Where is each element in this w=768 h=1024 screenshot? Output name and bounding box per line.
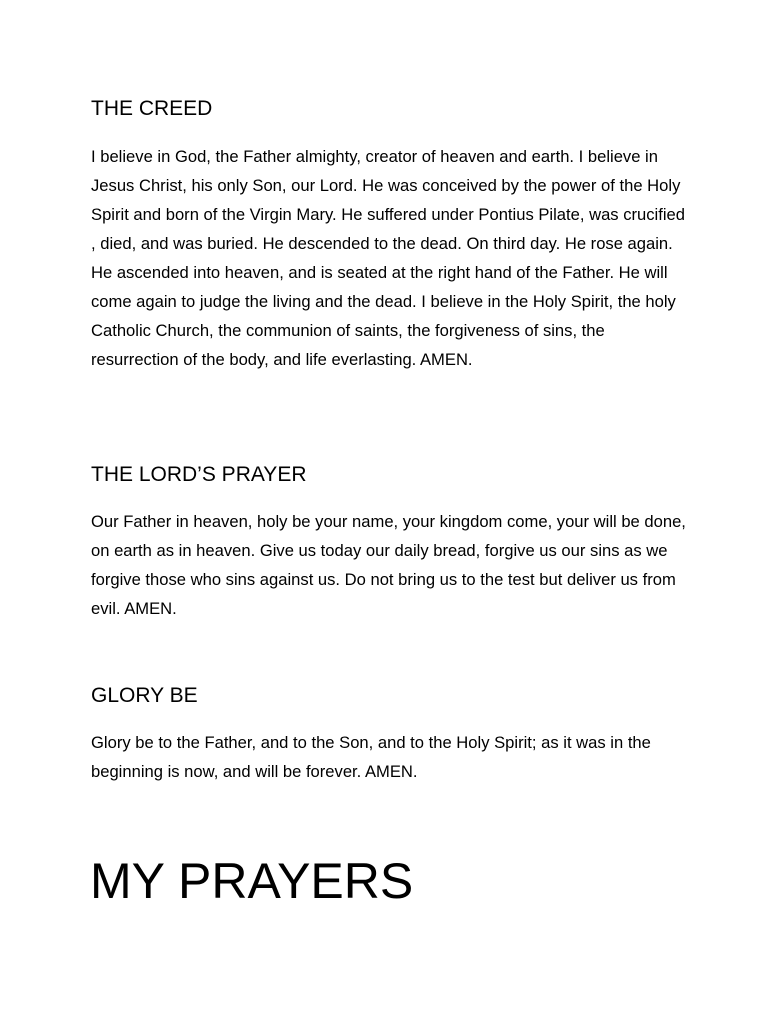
lords-prayer-text: Our Father in heaven, holy be your name, your kingdom come, your will be done, on earth as in heaven. Give us today our daily bread, forgive us our sins as we forgive those who sins against us. Do not bring us to the test but deliver us from evil. AMEN. [91,512,686,618]
my-prayers-heading: MY PRAYERS [90,853,414,909]
lords-prayer-title: THE LORD’S PRAYER [91,463,307,486]
creed-text: I believe in God, the Father almighty, creator of heaven and earth. I believe in Jesus Christ, his only Son, our Lord. He was conceived by the power of the Holy Spirit and born of the Virgin Mary. He suffered under Pontius Pilate, was crucified , died, and was buried. He descended to the dead. On third day. He rose again. He ascended into heaven, and is seated at the right hand of the Father. He will come again to judge the living and the dead. I believe in the Holy Spirit, the holy Catholic Church, the communion of saints, the forgiveness of sins, the resurrection of the body, and life everlasting. AMEN. [91,147,685,369]
glory-be-text: Glory be to the Father, and to the Son, and to the Holy Spirit; as it was in the beginning is now, and will be forever. AMEN. [91,733,651,781]
glory-be-title: GLORY BE [91,684,198,707]
creed-title: THE CREED [91,97,213,120]
